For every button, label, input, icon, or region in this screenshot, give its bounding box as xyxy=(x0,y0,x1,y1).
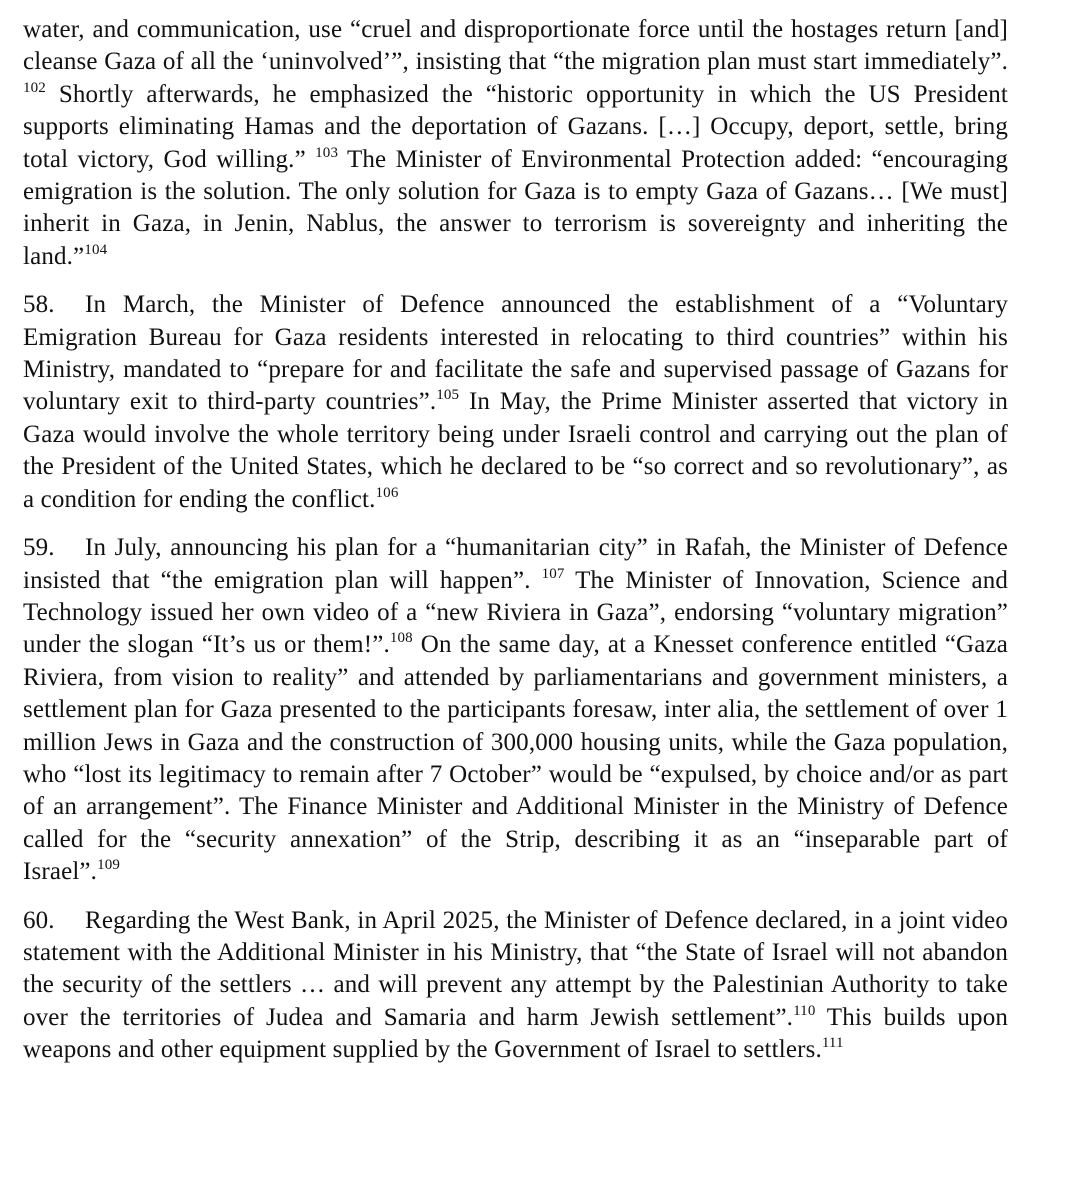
paragraph-59 xyxy=(23,532,1008,888)
text-segment: Shortly afterwards, he emphasized the “historic opportunity in which the US President supports eliminating Hamas and the deportation of Gazans. […] Occupy, deport, settle, bring total victory, God willing.” xyxy=(23,80,1008,173)
text-segment: This builds upon weapons and other equipment supplied by the Government of Israel to settlers. xyxy=(23,1003,1008,1064)
paragraph-57-continuation xyxy=(23,14,1008,273)
paragraph-58 xyxy=(23,289,1008,516)
paragraph-number: 59. xyxy=(23,534,55,562)
footnote-ref-110[interactable]: 110 xyxy=(793,1002,816,1019)
footnote-ref-102[interactable]: 102 xyxy=(23,79,46,96)
footnote-ref-103[interactable]: 103 xyxy=(315,144,339,161)
footnote-ref-108[interactable]: 108 xyxy=(389,630,413,647)
footnote-ref-105[interactable]: 105 xyxy=(436,387,460,404)
text-segment: In July, announcing his plan for a “humanitarian city” in Rafah, the Minister of Defence insisted that “the emigration plan will happen”. xyxy=(23,534,1008,594)
text-segment: water, and communication, use “cruel and disproportionate force until the hostages return [and] cleanse Gaza of all the ‘uninvolved’”, insisting that “the migration plan must start immediately”. xyxy=(23,16,1008,76)
paragraph-number: 58. xyxy=(23,291,55,319)
footnote-ref-107[interactable]: 107 xyxy=(541,565,565,582)
footnote-ref-109[interactable]: 109 xyxy=(97,857,121,874)
text-segment: Regarding the West Bank, in April 2025, the Minister of Defence declared, in a joint video statement with the Additional Minister in his Ministry, that “the State of Israel will not abandon the security of the settlers … and will prevent any attempt by the Palestinian Authority to take over the territories of Judea and Samaria and harm Jewish settlement”. xyxy=(23,906,1008,1031)
footnote-ref-111[interactable]: 111 xyxy=(821,1035,844,1052)
text-segment: On the same day, at a Knesset conference entitled “Gaza Riviera, from vision to reality” and attended by parliamentarians and government ministers, a settlement plan for Gaza presented to the participants foresaw, inter alia, the settlement of over 1 million Jews in Gaza and the construction of 300,000 housing units, while the Gaza population, who “lost its legitimacy to remain after 7 October” would be “expulsed, by choice and/or as part of an arrangement”. The Finance Minister and Additional Minister in the Ministry of Defence called for the “security annexation” of the Strip, describing it as an “inseparable part of Israel”. xyxy=(23,631,1009,886)
paragraph-number: 60. xyxy=(23,906,55,934)
text-segment: The Minister of Innovation, Science and Technology issued her own video of a “new Riviera in Gaza”, endorsing “voluntary migration” under the slogan “It’s us or them!”. xyxy=(23,566,1008,659)
footnote-ref-104[interactable]: 104 xyxy=(84,241,108,258)
paragraph-60 xyxy=(23,905,1008,1067)
text-segment: In May, the Prime Minister asserted that victory in Gaza would involve the whole territory being under Israeli control and carrying out the plan of the President of the United States, which he declared to be “so correct and so revolutionary”, as a condition for ending the conflict. xyxy=(23,388,1008,513)
footnote-ref-106[interactable]: 106 xyxy=(375,484,399,501)
text-segment: The Minister of Environmental Protection added: “encouraging emigration is the solution. The only solution for Gaza is to empty Gaza of Gazans… [We must] inherit in Gaza, in Jenin, Nablus, the answer to terrorism is sovereignty and inheriting the land.” xyxy=(23,145,1008,270)
text-segment: In March, the Minister of Defence announced the establishment of a “Voluntary Emigration Bureau for Gaza residents interested in relocating to third countries” within his Ministry, mandated to “prepare for and facilitate the safe and supervised passage of Gazans for voluntary exit to third-party countries”. xyxy=(23,291,1008,416)
